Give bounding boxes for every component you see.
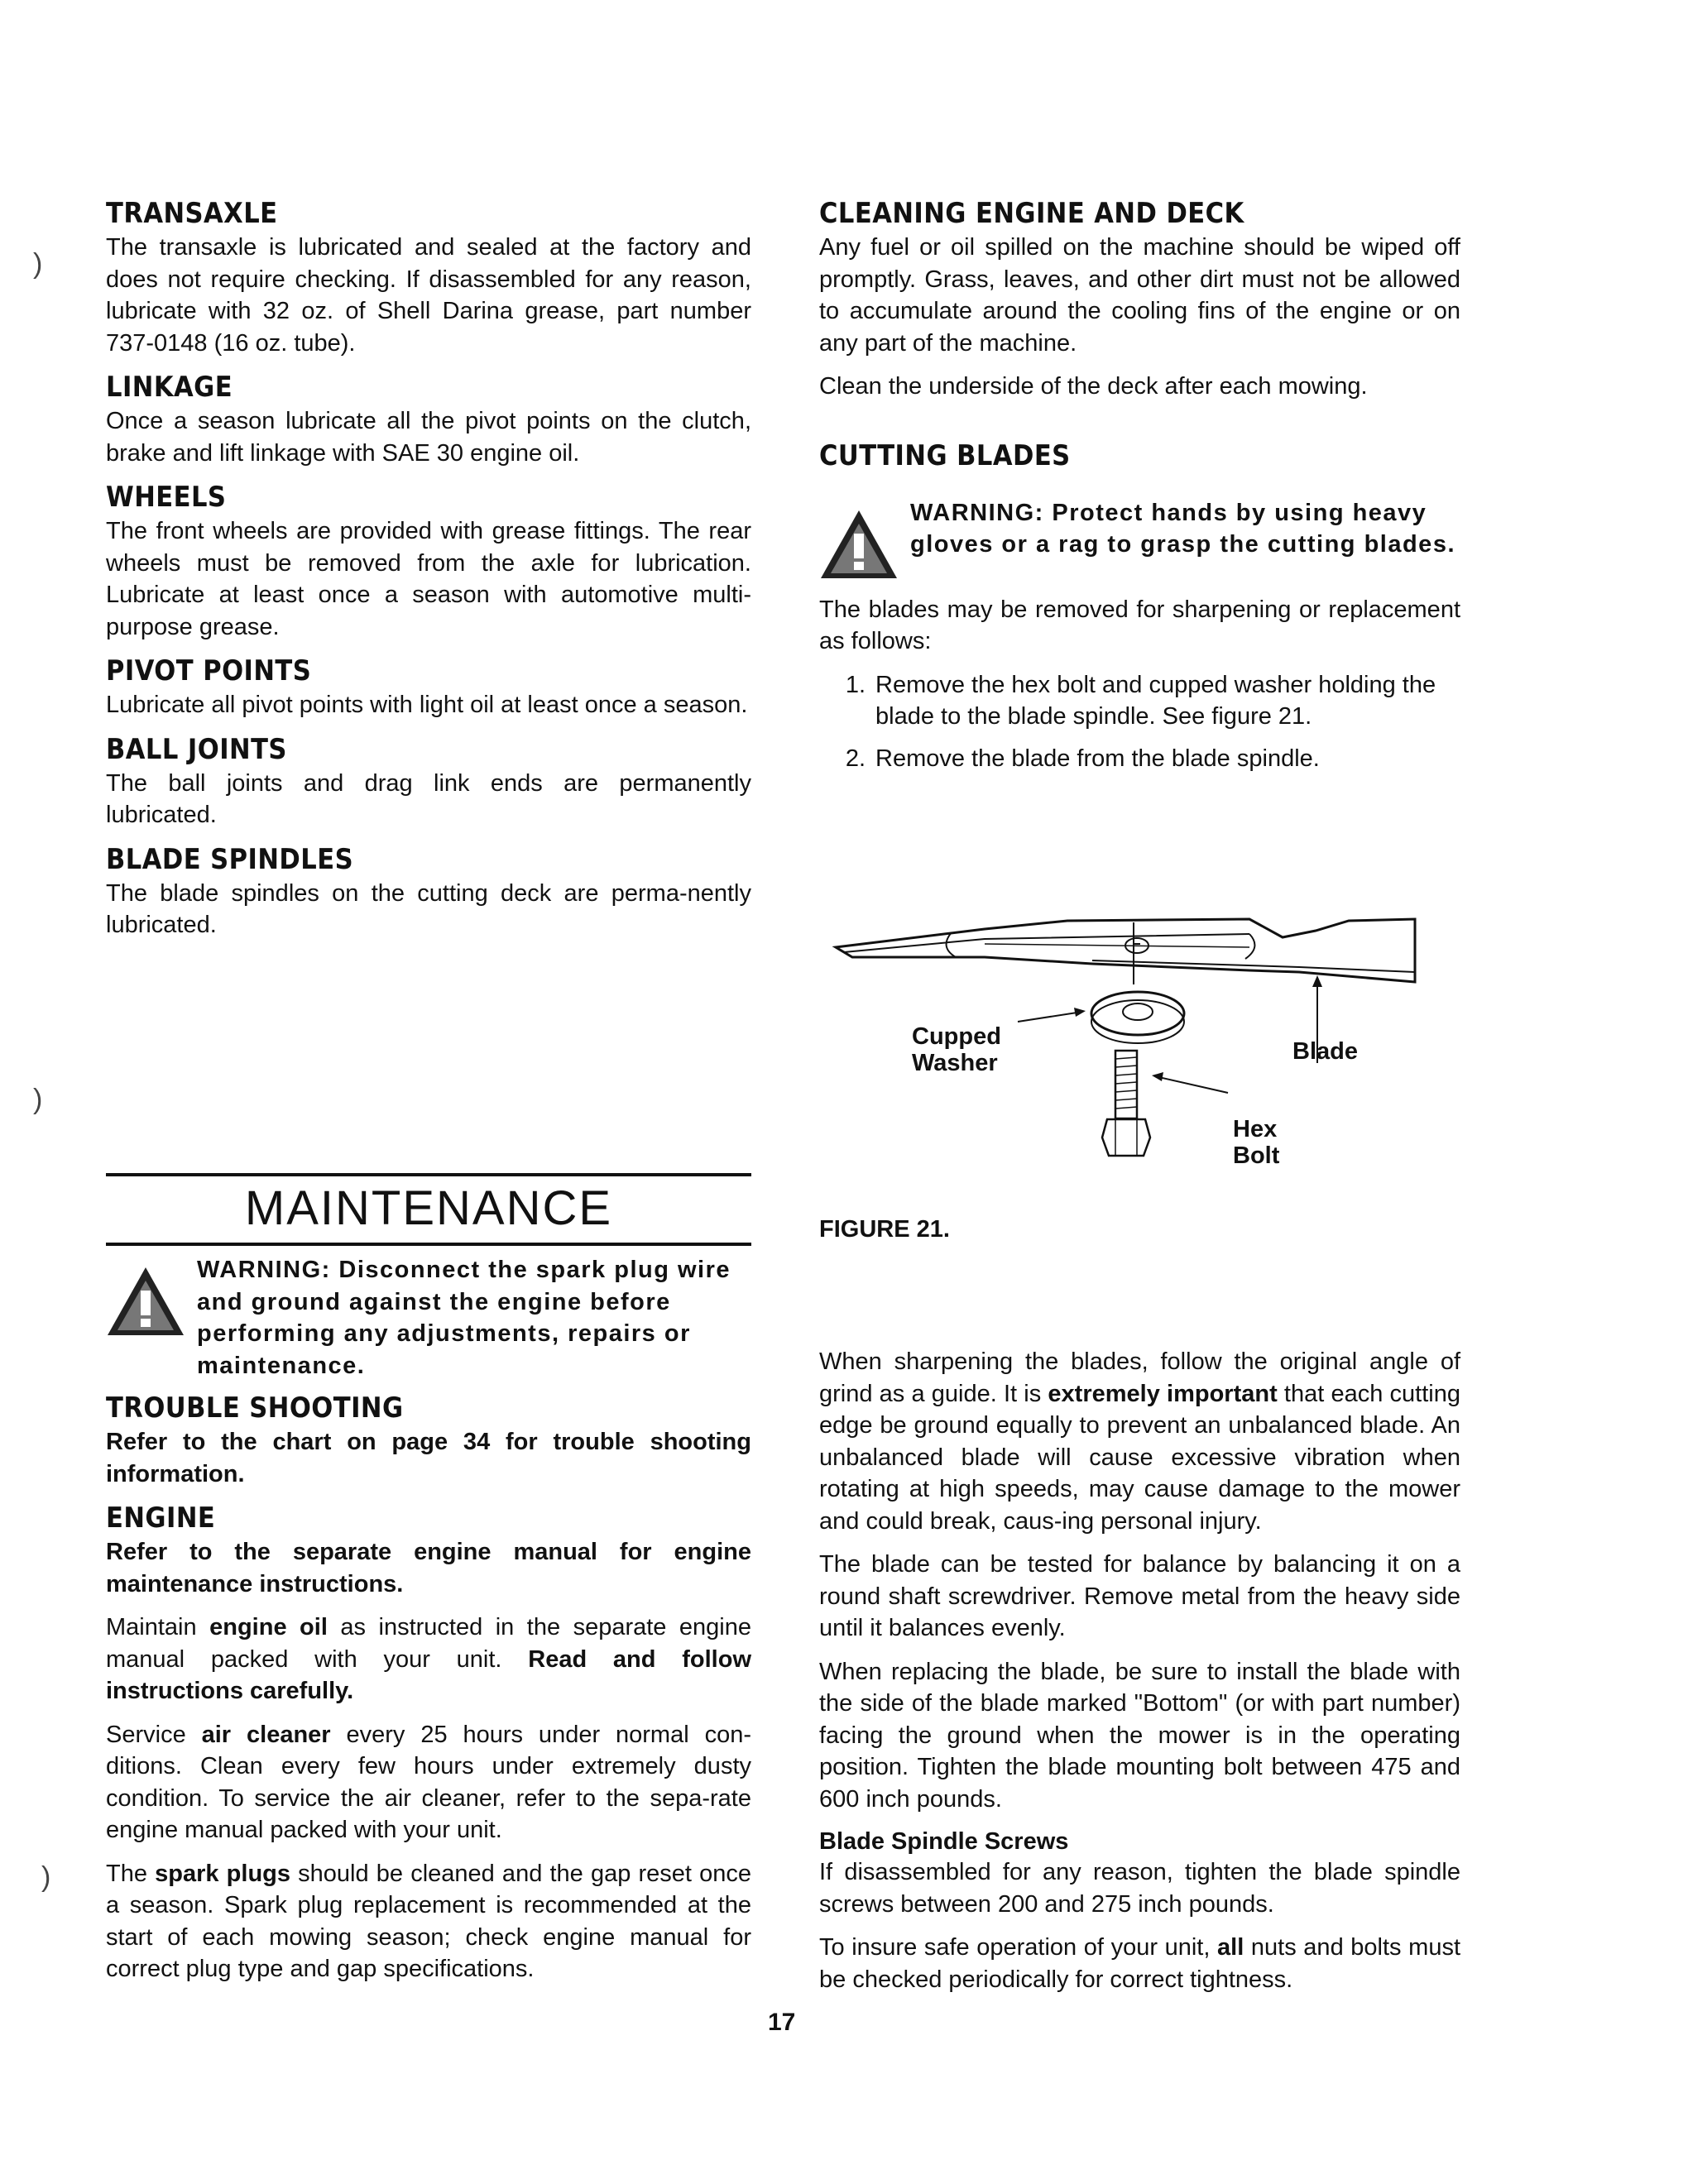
warning-text: WARNING: Protect hands by using heavy gloves or a rag to grasp the cutting blades.	[910, 499, 1455, 558]
warning-block	[819, 497, 1460, 584]
label-hex: Hex	[1233, 1116, 1278, 1142]
margin-mark: )	[41, 1861, 51, 1893]
margin-mark: )	[33, 248, 43, 280]
section-title: ENGINE	[106, 1502, 216, 1535]
section-title: PIVOT POINTS	[106, 654, 312, 687]
figure-caption: FIGURE 21.	[819, 1216, 950, 1243]
section-body: The front wheels are provided with grease fittings. The rear wheels must be removed from the axle for lubrication. Lubricate at least once a season with automotive multi-purpose grease.	[106, 518, 751, 640]
section-title: TROUBLE SHOOTING	[106, 1391, 404, 1425]
warning-triangle-icon	[106, 1266, 197, 1341]
safety-paragraph: To insure safe operation of your unit, all nuts and bolts must be checked periodically for correct tightness.	[819, 1934, 1461, 1993]
section-title: BLADE SPINDLES	[106, 842, 354, 876]
section-title: BALL JOINTS	[106, 732, 287, 766]
section-body: The transaxle is lubricated and sealed at the factory and does not require checking. If disassembled for any reason, lubricate with 32 oz. of Shell Darina grease, part number 737-0148 (16 oz. tube).	[106, 234, 751, 357]
steps-list	[819, 669, 1460, 775]
right-column	[819, 197, 1460, 784]
air-cleaner-paragraph: Service air cleaner every 25 hours under normal con-ditions. Clean every few hours under extremely dusty condition. To service the air cleaner, refer to the sepa-rate engine manual packed with your unit.	[106, 1721, 751, 1843]
section-title: WHEELS	[106, 481, 227, 514]
list-item: 2. Remove the blade from the blade spindle.	[845, 745, 1320, 772]
label-washer: Washer	[912, 1050, 998, 1076]
page-number: 17	[768, 2009, 796, 2036]
section-title: CUTTING BLADES	[819, 438, 1071, 472]
warning-text: WARNING: Disconnect the spark plug wire and ground against the engine before performing any adjustments, repairs or maintenance.	[197, 1257, 731, 1379]
label-cupped: Cupped	[912, 1023, 1001, 1050]
section-body: Clean the underside of the deck after each mowing.	[819, 373, 1368, 400]
spindle-paragraph: If disassembled for any reason, tighten the blade spindle screws between 200 and 275 inch pounds.	[819, 1859, 1460, 1918]
section-title: CLEANING ENGINE AND DECK	[819, 197, 1244, 230]
right-column-lower	[819, 1346, 1460, 2007]
left-column	[106, 197, 751, 953]
warning-block	[106, 1254, 751, 1382]
replace-paragraph: When replacing the blade, be sure to install the blade with the side of the blade marked "Bottom" (or with part number) facing the ground when the mower is in the operating position. Tighten the blade mounting bolt between 475 and 600 inch pounds.	[819, 1658, 1460, 1813]
label-bolt: Bolt	[1233, 1142, 1280, 1169]
maintenance-title: MAINTENANCE	[244, 1181, 613, 1235]
section-title: LINKAGE	[106, 371, 233, 404]
maintenance-banner	[106, 1173, 751, 1246]
figure-21	[819, 906, 1448, 1187]
sharpening-paragraph: When sharpening the blades, follow the original angle of grind as a guide. It is extremely important that each cutting edge be ground equally to prevent an unbalanced blade. An unbalanced blade will cause excessive vibration when rotating at high speeds, may cause damage to the mower and could break, caus-ing personal injury.	[819, 1348, 1460, 1535]
balance-paragraph: The blade can be tested for balance by balancing it on a round shaft screwdriver. Remove metal from the heavy side until it balances evenly.	[819, 1551, 1460, 1641]
section-body: Lubricate all pivot points with light oil at least once a season.	[106, 692, 748, 718]
label-blade: Blade	[1292, 1038, 1358, 1065]
section-body: Once a season lubricate all the pivot points on the clutch, brake and lift linkage with SAE 30 engine oil.	[106, 408, 751, 467]
engine-oil-paragraph: Maintain engine oil as instructed in the separate engine manual packed with your unit. Read and follow instructions carefully.	[106, 1614, 752, 1704]
list-item: 1. Remove the hex bolt and cupped washer holding the blade to the blade spindle. See figure 21.	[845, 671, 1436, 730]
maintenance-column	[106, 1254, 751, 1997]
section-title: TRANSAXLE	[106, 197, 278, 230]
section-body: The ball joints and drag link ends are permanently lubricated.	[106, 769, 751, 828]
engine-reference: Refer to the separate engine manual for engine maintenance instructions.	[106, 1539, 751, 1597]
spark-plug-paragraph: The spark plugs should be cleaned and the gap reset once a season. Spark plug replacement is recommended at the start of each mowing season; check engine manual for correct plug type and gap specifications.	[106, 1860, 751, 1982]
margin-mark: )	[33, 1084, 43, 1115]
section-body: The blades may be removed for sharpening or replacement as follows:	[819, 596, 1460, 654]
subsection-title: Blade Spindle Screws	[819, 1828, 1069, 1855]
section-body: Any fuel or oil spilled on the machine should be wiped off promptly. Grass, leaves, and other dirt must not be allowed to accumulate around the cooling fins of the engine or on any part of the machine.	[819, 234, 1460, 357]
section-body: Refer to the chart on page 34 for trouble shooting information.	[106, 1429, 751, 1487]
warning-triangle-icon	[819, 509, 910, 584]
section-body: The blade spindles on the cutting deck are perma-nently lubricated.	[106, 879, 751, 938]
